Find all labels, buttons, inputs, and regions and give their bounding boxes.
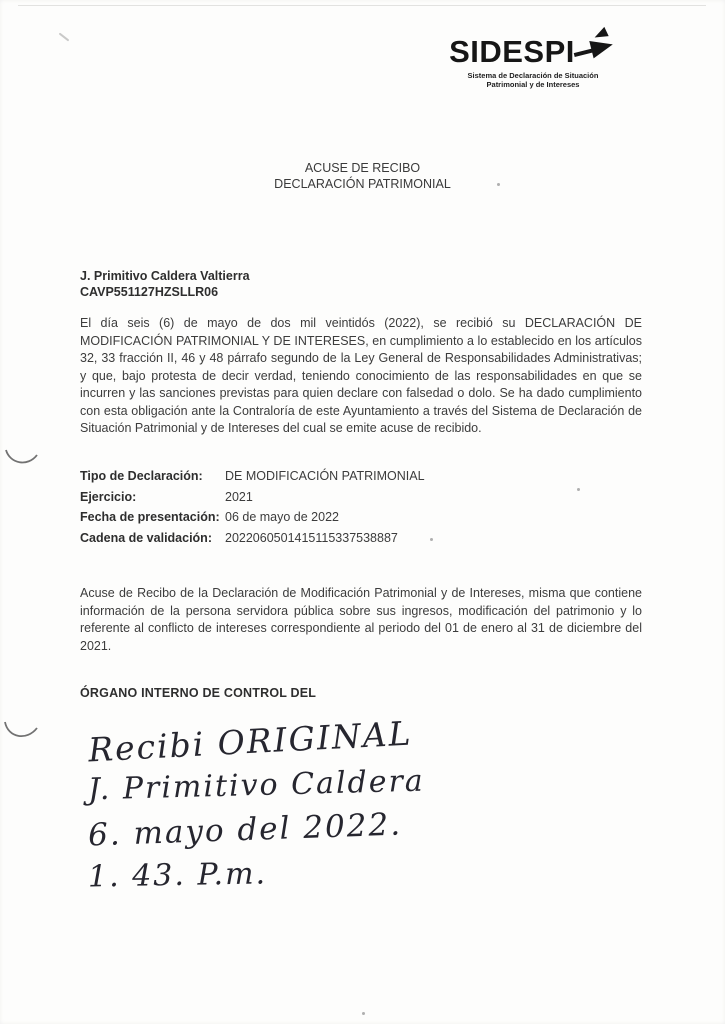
field-value-fecha: 06 de mayo de 2022 [225, 510, 339, 524]
scan-speck-4 [362, 1012, 365, 1015]
field-label-ejercicio: Ejercicio: [80, 489, 137, 504]
handwriting-line1: Recibi ORIGINAL [87, 713, 414, 770]
logo-tagline [428, 71, 638, 89]
arrow-icon [567, 23, 621, 72]
handwriting-line2-signature: J. Primitivo Caldera [87, 763, 426, 808]
declarant-name: J. Primitivo Caldera Valtierra [80, 269, 250, 283]
declaration-fields [80, 468, 600, 550]
body-paragraph-2: Acuse de Recibo de la Declaración de Modificación Patrimonial y de Intereses, misma que contiene información de la persona servidora pública sobre sus ingresos, modificación del patrimonio y lo referente al conflicto de intereses correspondiente al periodo del 01 de enero al 31 de diciembre del 2021. [80, 586, 642, 653]
handwriting-line3-date: 6. mayo del 2022. [87, 806, 403, 854]
field-label-cadena: Cadena de validación: [80, 530, 212, 545]
handwriting-line4-time: 1. 43. P.m. [87, 856, 268, 895]
field-label-tipo: Tipo de Declaración: [80, 469, 203, 483]
logo-row [428, 34, 638, 70]
field-row-ejercicio [80, 489, 600, 505]
field-value-ejercicio: 2021 [225, 489, 253, 504]
office-heading: ÓRGANO INTERNO DE CONTROL DEL [80, 686, 317, 700]
sidespi-logo [428, 34, 638, 89]
scan-speck-2 [577, 488, 580, 491]
scan-artifact-curve-2 [3, 718, 39, 744]
scan-speck-1 [497, 183, 500, 186]
field-row-fecha [80, 509, 600, 525]
title-line1: ACUSE DE RECIBO [304, 161, 421, 175]
field-value-tipo: DE MODIFICACIÓN PATRIMONIAL [225, 469, 425, 483]
document-title [0, 160, 725, 192]
logo-tagline-line1: Sistema de Declaración de Situación [467, 71, 599, 80]
logo-wordmark: SIDESPI [449, 34, 575, 69]
scan-artifact-scratch [59, 33, 70, 42]
scan-edge-line [18, 5, 706, 6]
scan-speck-3 [430, 538, 433, 541]
body-paragraph-1: El día seis (6) de mayo de dos mil veintidós (2022), se recibió su DECLARACIÓN DE MODIFICACIÓN PATRIMONIAL Y DE INTERESES, en cumplimiento a lo establecido en los artículos 32, 33 fracción II, 46 y 48 párrafo segundo de la Ley General de Responsabilidades Administrativas; y que, bajo protesta de decir verdad, teniendo conocimiento de las responsabilidades en que se incurren y las sanciones previstas para quien declare con falsedad o dolo. Se ha dado cumplimiento con esta obligación ante la Contraloría de este Ayuntamiento a través del Sistema de Declaración de Situación Patrimonial y de Intereses del cual se emite acuse de recibido. [80, 316, 642, 435]
field-value-cadena: 2022060501415115337538887 [225, 530, 398, 545]
scan-artifact-curve-1 [4, 446, 40, 470]
title-line2: DECLARACIÓN PATRIMONIAL [274, 177, 451, 191]
logo-tagline-line2: Patrimonial y de Intereses [486, 80, 580, 89]
field-row-tipo [80, 468, 600, 484]
field-label-fecha: Fecha de presentación: [80, 510, 220, 524]
declarant-block [80, 268, 250, 300]
declarant-id: CAVP551127HZSLLR06 [80, 285, 219, 299]
field-row-cadena [80, 530, 600, 546]
